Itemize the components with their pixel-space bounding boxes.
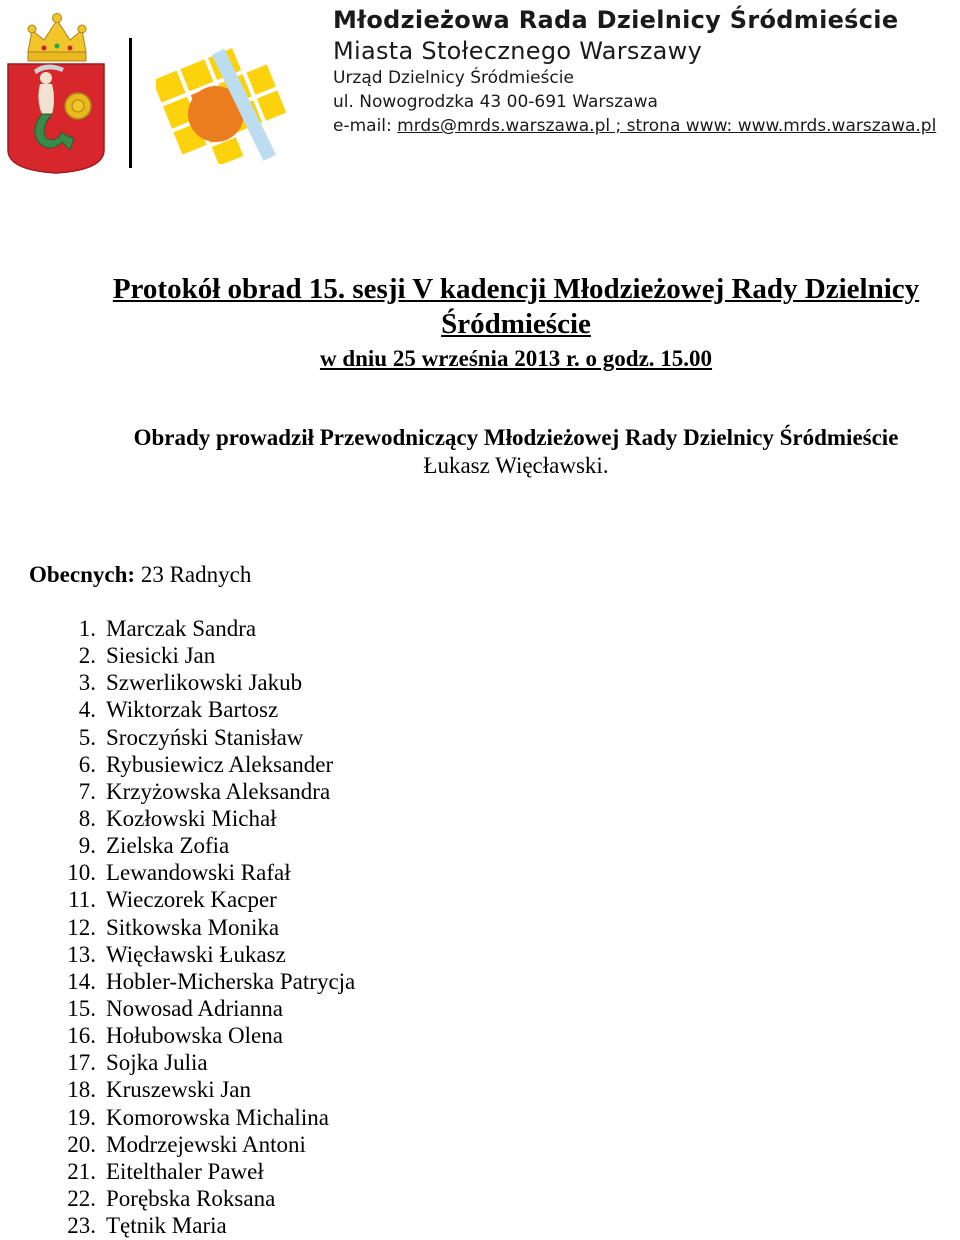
member-name: Wieczorek Kacper: [106, 887, 277, 913]
item-number: 20.: [67, 1131, 96, 1157]
document-title: [0, 272, 960, 376]
member-name: Siesicki Jan: [106, 643, 216, 669]
member-name: Hołubowska Olena: [106, 1023, 283, 1049]
item-number: 13.: [67, 941, 96, 967]
member-name: Kruszewski Jan: [106, 1077, 251, 1103]
list-item: [0, 751, 334, 778]
item-number: 21.: [67, 1158, 96, 1184]
item-number: 7.: [78, 778, 96, 804]
member-name: Szwerlikowski Jakub: [106, 670, 303, 696]
list-item: [0, 1131, 306, 1158]
item-number: 4.: [78, 697, 96, 723]
member-name: Lewandowski Rafał: [106, 860, 291, 886]
list-item: [0, 696, 279, 723]
item-number: 2.: [78, 643, 96, 669]
item-number: 8.: [78, 805, 96, 831]
title-line-2: Śródmieście: [441, 308, 591, 340]
list-item: [0, 642, 216, 669]
item-number: 6.: [78, 751, 96, 777]
member-name: Komorowska Michalina: [106, 1104, 329, 1130]
list-item: [0, 1212, 227, 1239]
list-item: [0, 1022, 283, 1049]
list-item: [0, 914, 280, 941]
item-number: 5.: [78, 724, 96, 750]
list-item: [0, 1185, 276, 1212]
warsaw-coat-of-arms-icon: [6, 10, 106, 175]
organization-city: Miasta Stołecznego Warszawy: [333, 37, 703, 65]
chair-line-2: Łukasz Więcławski.: [423, 453, 609, 478]
item-number: 10.: [67, 860, 96, 886]
list-item: [0, 805, 277, 832]
office-address: ul. Nowogrodzka 43 00-691 Warszawa: [333, 92, 658, 112]
list-item: [0, 1076, 251, 1103]
member-name: Sitkowska Monika: [106, 914, 280, 940]
list-item: [0, 995, 283, 1022]
member-name: Marczak Sandra: [106, 616, 257, 641]
item-number: 19.: [67, 1104, 96, 1130]
member-name: Rybusiewicz Aleksander: [106, 751, 334, 777]
email-label: e-mail:: [333, 116, 398, 136]
member-name: Zielska Zofia: [106, 833, 230, 859]
item-number: 18.: [67, 1077, 96, 1103]
member-name: Tętnik Maria: [106, 1213, 227, 1239]
item-number: 11.: [68, 887, 96, 913]
member-name: Nowosad Adrianna: [106, 995, 283, 1021]
item-number: 9.: [78, 833, 96, 859]
list-item: [0, 941, 286, 968]
list-item: [0, 832, 230, 859]
member-name: Eitelthaler Paweł: [106, 1158, 264, 1184]
item-number: 23.: [67, 1213, 96, 1239]
contact-line: [333, 114, 936, 138]
office-name: Urząd Dzielnicy Śródmieście: [333, 68, 574, 88]
list-item: [0, 778, 331, 805]
attendance: [29, 560, 251, 590]
chair-line-1: Obrady prowadził Przewodniczący Młodzieżowej Rady Dzielnicy Śródmieście: [133, 425, 899, 450]
list-item: [0, 886, 277, 913]
title-line-1: Protokół obrad 15. sesji V kadencji Młodzieżowej Rady Dzielnicy: [112, 273, 920, 305]
member-name: Więcławski Łukasz: [106, 941, 286, 967]
member-name: Modrzejewski Antoni: [106, 1131, 306, 1157]
member-name: Porębska Roksana: [106, 1185, 276, 1211]
item-number: 12.: [67, 914, 96, 940]
list-item: [0, 615, 257, 642]
mrds-logo-icon: [156, 42, 288, 164]
item-number: 3.: [78, 670, 96, 696]
member-name: Sojka Julia: [106, 1050, 208, 1076]
members-list: [0, 615, 356, 1239]
header-divider: [129, 38, 132, 168]
crown-icon: [28, 14, 86, 62]
list-item: [0, 724, 304, 751]
organization-name: Młodzieżowa Rada Dzielnicy Śródmieście: [333, 6, 899, 34]
member-name: Sroczyński Stanisław: [106, 724, 304, 750]
attendance-label: Obecnych:: [29, 562, 136, 587]
member-name: Krzyżowska Aleksandra: [106, 778, 331, 804]
item-number: 17.: [67, 1050, 96, 1076]
website-link[interactable]: www.mrds.warszawa.pl: [737, 116, 937, 136]
item-number: 1.: [78, 616, 96, 641]
website-label: ; strona www:: [610, 116, 738, 136]
item-number: 14.: [67, 968, 96, 994]
list-item: [0, 1104, 329, 1131]
item-number: 16.: [67, 1023, 96, 1049]
letterhead: [333, 4, 936, 138]
list-item: [0, 1049, 208, 1076]
list-item: [0, 1158, 264, 1185]
email-link[interactable]: mrds@mrds.warszawa.pl: [397, 116, 611, 136]
chair-info: [0, 424, 960, 480]
item-number: 22.: [67, 1185, 96, 1211]
member-name: Wiktorzak Bartosz: [106, 697, 279, 723]
item-number: 15.: [67, 995, 96, 1021]
member-name: Kozłowski Michał: [106, 805, 277, 831]
session-date: w dniu 25 września 2013 r. o godz. 15.00: [319, 346, 713, 371]
attendance-value: 23 Radnych: [135, 562, 252, 587]
list-item: [0, 669, 303, 696]
list-item: [0, 968, 356, 995]
list-item: [0, 859, 291, 886]
member-name: Hobler-Micherska Patrycja: [106, 968, 356, 994]
